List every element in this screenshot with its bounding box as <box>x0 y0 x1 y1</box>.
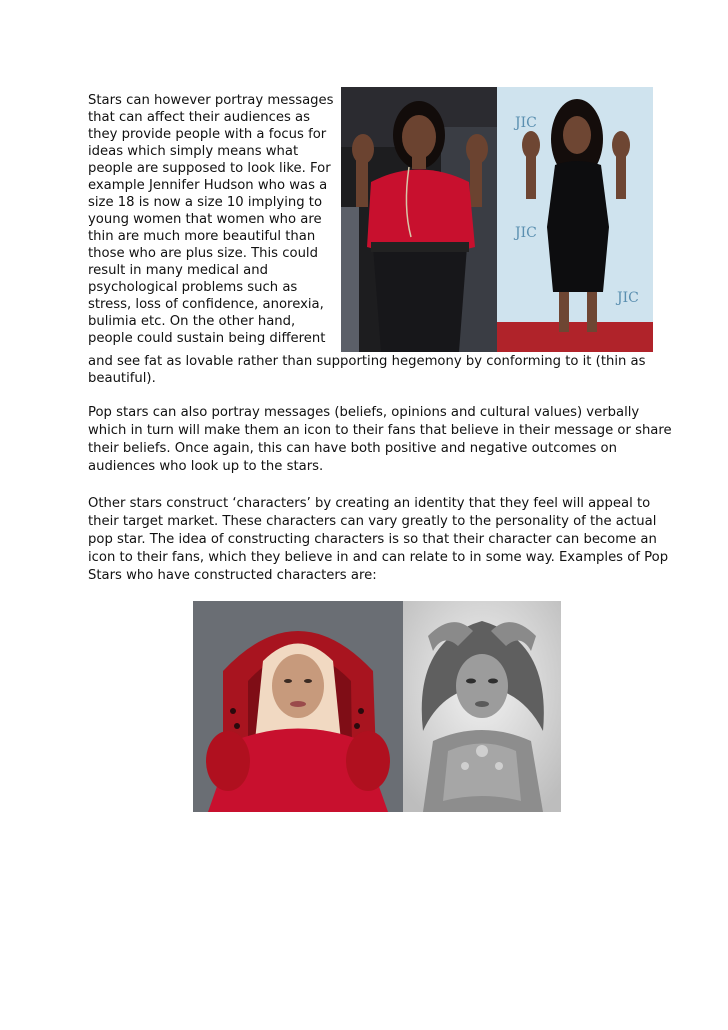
text-line: Other stars construct ‘characters’ by creating an identity that they feel will appeal to <box>88 496 651 511</box>
text-line: that can affect their audiences as <box>88 110 310 125</box>
text-line: size 18 is now a size 10 implying to <box>88 195 323 210</box>
text-line: audiences who look up to the stars. <box>88 459 324 474</box>
text-line: icon to their fans, which they believe in and can relate to in some way. Examples of Pop <box>88 550 669 565</box>
red-hood-photo <box>193 601 403 812</box>
text-line: stress, loss of confidence, anorexia, <box>88 297 324 312</box>
text-line: those who are plus size. This could <box>88 246 318 261</box>
text-line: Stars can however portray messages <box>88 93 334 108</box>
text-line: their beliefs. Once again, this can have both positive and negative outcomes on <box>88 441 617 456</box>
before-photo <box>341 87 497 352</box>
text-line: bulimia etc. On the other hand, <box>88 314 296 329</box>
text-line: ideas which simply means what <box>88 144 299 159</box>
text-line: they provide people with a focus for <box>88 127 327 142</box>
text-line: and see fat as lovable rather than supporting hegemony by conforming to it (thin as <box>88 354 646 369</box>
text-line: which in turn will make them an icon to their fans that believe in their message or share <box>88 423 672 438</box>
text-line: Pop stars can also portray messages (beliefs, opinions and cultural values) verbally <box>88 405 640 420</box>
text-line: people could sustain being different <box>88 331 326 346</box>
text-line: young women that women who are <box>88 212 322 227</box>
backdrop-logo: JIC <box>515 115 537 131</box>
backdrop-logo: JIC <box>515 225 537 241</box>
text-line: psychological problems such as <box>88 280 298 295</box>
after-photo <box>497 87 653 352</box>
text-line: their target market. These characters can vary greatly to the personality of the actual <box>88 514 657 529</box>
text-line: people are supposed to look like. For <box>88 161 331 176</box>
text-line: pop star. The idea of constructing characters is so that their character can become an <box>88 532 657 547</box>
text-line: beautiful). <box>88 371 156 386</box>
backdrop-logo: JIC <box>617 290 639 306</box>
text-line: thin are much more beautiful than <box>88 229 316 244</box>
grayscale-portrait-photo <box>403 601 561 812</box>
text-line: Stars who have constructed characters are: <box>88 568 377 583</box>
text-line: result in many medical and <box>88 263 268 278</box>
text-line: example Jennifer Hudson who was a <box>88 178 328 193</box>
